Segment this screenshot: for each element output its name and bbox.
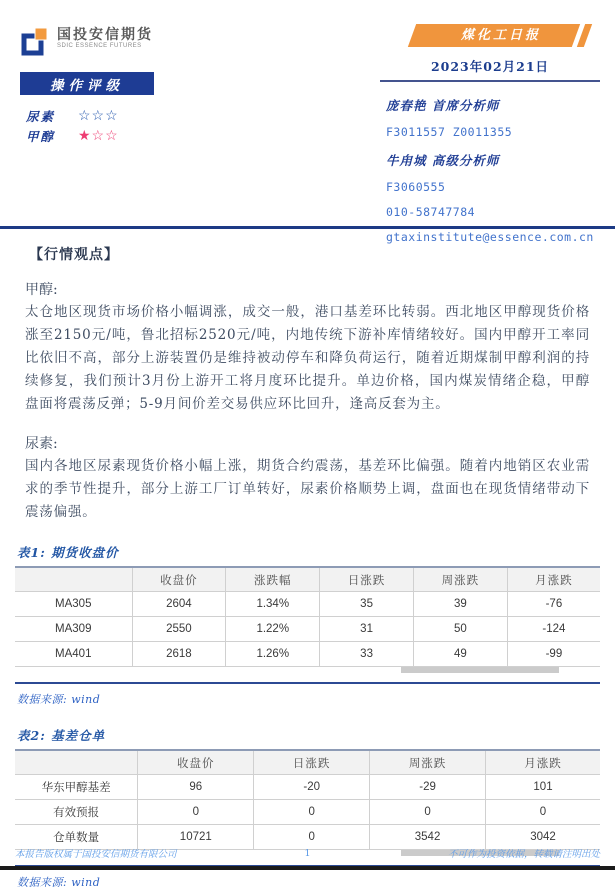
contract-cell: MA305	[15, 592, 132, 617]
futures-close-table	[15, 566, 600, 667]
analyst-block	[380, 96, 600, 244]
value-cell: 3542	[370, 825, 486, 850]
value-cell: 49	[413, 642, 507, 667]
col-header: 日涨跌	[254, 750, 370, 775]
page-bottom-edge	[0, 866, 615, 870]
analyst-name-title	[386, 151, 600, 169]
brand-text	[57, 26, 153, 49]
report-date: 2023年02月21日	[380, 57, 600, 82]
table-header-row	[15, 750, 600, 775]
value-cell: 0	[254, 825, 370, 850]
value-cell: 0	[370, 800, 486, 825]
value-cell: 0	[254, 800, 370, 825]
table-row	[15, 800, 600, 825]
table-row	[15, 592, 600, 617]
value-cell: -29	[370, 775, 486, 800]
value-cell: -124	[507, 617, 600, 642]
contact-email: gtaxinstitute@essence.com.cn	[386, 230, 594, 244]
col-header	[15, 750, 138, 775]
value-cell: 50	[413, 617, 507, 642]
paragraph-methanol: 太仓地区现货市场价格小幅调涨，成交一般，港口基差环比转弱。西北地区甲醇现货价格涨至2150元/吨，鲁北招标2520元/吨，内地传统下游补库情绪较好。国内甲醇开工率同比依旧不高，部分上游装置仍是维持被动停车和降负荷运行，随着近期煤制甲醇利润的持续修复，我们预计3月份上游开工将月度环比提升。单边价格，国内煤炭情绪企稳，甲醇盘面将震荡反弹；5-9月间价差交易供应环比回升，逢高反套为主。	[25, 304, 590, 412]
analyst-name: 牛甪城	[386, 153, 427, 168]
sdic-logo-icon	[20, 26, 50, 58]
contact-phone: 010-58747784	[386, 205, 476, 219]
value-cell: 1.34%	[226, 592, 320, 617]
value-cell: 0	[486, 800, 600, 825]
item-cell: 有效预报	[15, 800, 138, 825]
value-cell: 0	[138, 800, 254, 825]
analyst-name: 庞春艳	[386, 98, 427, 113]
analyst-title: 高级分析师	[431, 153, 500, 168]
table-header-row	[15, 567, 600, 592]
table2-caption: 表2: 基差仓单	[17, 728, 106, 743]
table-shadow	[401, 667, 559, 673]
footer-disclaimer: 不可作为投资依据，转载请注明出处	[447, 849, 600, 860]
col-header: 收盘价	[132, 567, 226, 592]
value-cell: 2604	[132, 592, 226, 617]
value-cell: 33	[320, 642, 414, 667]
col-header: 收盘价	[138, 750, 254, 775]
value-cell: 1.26%	[226, 642, 320, 667]
rating-label: 甲醇	[26, 129, 56, 144]
analyst-name-title	[386, 96, 600, 114]
col-header: 日涨跌	[320, 567, 414, 592]
header-right-column	[380, 24, 600, 244]
value-cell: 96	[138, 775, 254, 800]
value-cell: 39	[413, 592, 507, 617]
data-source-note: 数据来源: wind	[17, 876, 101, 889]
value-cell: 1.22%	[226, 617, 320, 642]
rating-banner: 操作评级	[20, 72, 154, 95]
contract-cell: MA309	[15, 617, 132, 642]
brand-name-cn: 国投安信期货	[57, 26, 153, 42]
analyst-title: 首席分析师	[431, 98, 500, 113]
col-header: 涨跌幅	[226, 567, 320, 592]
footer-copyright: 本报告版权属于国投安信期货有限公司	[15, 849, 177, 860]
item-cell: 华东甲醇基差	[15, 775, 138, 800]
col-header: 周涨跌	[370, 750, 486, 775]
value-cell: 35	[320, 592, 414, 617]
paragraph-label-urea: 尿素:	[25, 436, 58, 452]
divider-line	[15, 682, 600, 684]
report-header	[0, 0, 615, 244]
table-row	[15, 775, 600, 800]
col-header	[15, 567, 132, 592]
value-cell: 31	[320, 617, 414, 642]
value-cell: 2550	[132, 617, 226, 642]
star-rating-icon: ☆☆☆	[78, 108, 119, 124]
item-cell: 仓单数量	[15, 825, 138, 850]
table-row	[15, 617, 600, 642]
value-cell: 101	[486, 775, 600, 800]
value-cell: 10721	[138, 825, 254, 850]
rating-label: 尿素	[26, 109, 56, 124]
paragraph-label-methanol: 甲醇:	[25, 282, 58, 298]
analyst-license-ids: F3060555	[386, 180, 446, 194]
report-type-label: 煤化工日报	[460, 28, 541, 43]
value-cell: -99	[507, 642, 600, 667]
table-row	[15, 642, 600, 667]
report-body	[0, 244, 615, 890]
page-footer	[15, 846, 600, 860]
col-header: 月涨跌	[507, 567, 600, 592]
value-cell: 2618	[132, 642, 226, 667]
section-title: 【行情观点】	[29, 247, 119, 263]
value-cell: -76	[507, 592, 600, 617]
analyst-license-ids: F3011557 Z0011355	[386, 125, 513, 139]
col-header: 周涨跌	[413, 567, 507, 592]
col-header: 月涨跌	[486, 750, 600, 775]
paragraph-urea: 国内各地区尿素现货价格小幅上涨，期货合约震荡，基差环比偏强。随着内地销区农业需求的季节性提升，部分上游工厂订单转好，尿素价格顺势上调，盘面也在现货情绪带动下震荡偏强。	[25, 458, 590, 520]
contract-cell: MA401	[15, 642, 132, 667]
value-cell: 3042	[486, 825, 600, 850]
data-source-note: 数据来源: wind	[17, 693, 101, 706]
page-number: 1	[304, 847, 311, 859]
report-type-badge	[406, 24, 596, 47]
star-rating-icon: ★☆☆	[78, 128, 119, 144]
table1-caption: 表1: 期货收盘价	[17, 545, 119, 560]
value-cell: -20	[254, 775, 370, 800]
basis-warrant-table	[15, 749, 600, 850]
brand-name-en: SDIC ESSENCE FUTURES	[57, 43, 142, 49]
